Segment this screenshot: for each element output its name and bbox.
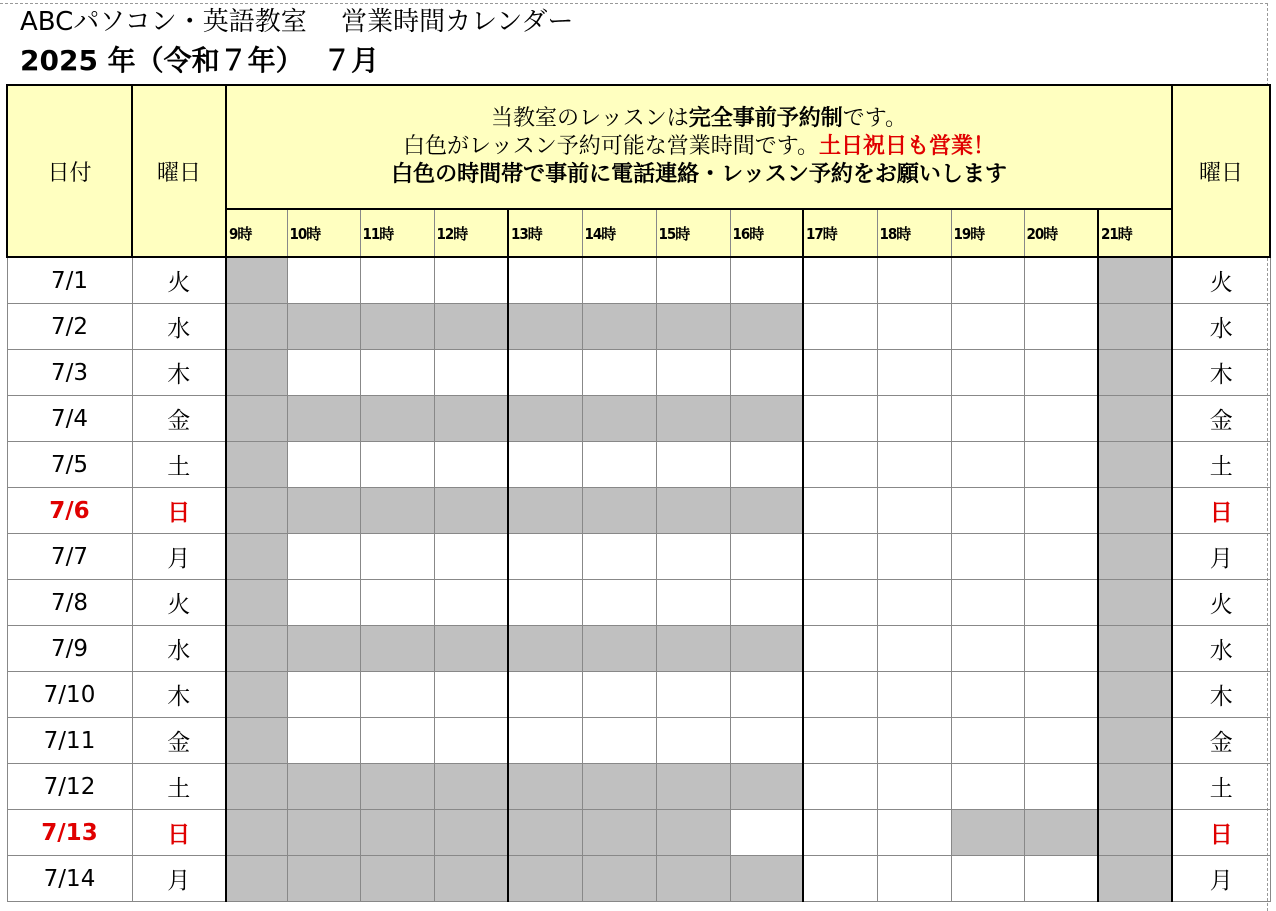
closed-slot: [1098, 856, 1172, 902]
closed-slot: [1098, 304, 1172, 350]
open-slot: [877, 350, 951, 396]
open-slot: [803, 672, 877, 718]
open-slot: [803, 304, 877, 350]
closed-slot: [434, 856, 508, 902]
weekday-cell-right: 土: [1172, 442, 1270, 488]
hour-header: 12時: [434, 209, 508, 257]
open-slot: [951, 257, 1024, 304]
open-slot: [434, 672, 508, 718]
open-slot: [730, 810, 803, 856]
open-slot: [803, 764, 877, 810]
open-slot: [360, 580, 434, 626]
closed-slot: [434, 810, 508, 856]
closed-slot: [508, 764, 582, 810]
weekday-cell: 木: [132, 350, 226, 396]
closed-slot: [226, 396, 287, 442]
weekday-cell-right: 水: [1172, 304, 1270, 350]
open-slot: [360, 257, 434, 304]
open-slot: [434, 442, 508, 488]
closed-slot: [730, 626, 803, 672]
closed-slot: [656, 856, 730, 902]
closed-slot: [360, 810, 434, 856]
open-slot: [877, 534, 951, 580]
closed-slot: [730, 764, 803, 810]
closed-slot: [1098, 672, 1172, 718]
open-slot: [656, 718, 730, 764]
closed-slot: [434, 626, 508, 672]
open-slot: [287, 257, 360, 304]
open-slot: [730, 580, 803, 626]
closed-slot: [1098, 626, 1172, 672]
open-slot: [582, 257, 656, 304]
page-border-top: [0, 3, 1268, 4]
open-slot: [1024, 396, 1098, 442]
weekday-cell-right: 火: [1172, 257, 1270, 304]
open-slot: [877, 488, 951, 534]
open-slot: [951, 718, 1024, 764]
closed-slot: [1098, 534, 1172, 580]
open-slot: [434, 534, 508, 580]
weekday-cell-right: 金: [1172, 718, 1270, 764]
open-slot: [508, 257, 582, 304]
weekday-cell-right: 火: [1172, 580, 1270, 626]
closed-slot: [730, 488, 803, 534]
weekday-cell: 土: [132, 442, 226, 488]
closed-slot: [434, 396, 508, 442]
open-slot: [1024, 626, 1098, 672]
closed-slot: [287, 764, 360, 810]
open-slot: [1024, 350, 1098, 396]
closed-slot: [226, 488, 287, 534]
open-slot: [877, 257, 951, 304]
open-slot: [1024, 488, 1098, 534]
open-slot: [803, 856, 877, 902]
weekday-cell-right: 木: [1172, 672, 1270, 718]
open-slot: [803, 718, 877, 764]
open-slot: [951, 672, 1024, 718]
weekday-cell: 金: [132, 396, 226, 442]
closed-slot: [226, 764, 287, 810]
date-cell: 7/7: [7, 534, 132, 580]
closed-slot: [951, 810, 1024, 856]
closed-slot: [508, 488, 582, 534]
weekday-cell: 火: [132, 580, 226, 626]
closed-slot: [226, 350, 287, 396]
open-slot: [287, 672, 360, 718]
closed-slot: [508, 810, 582, 856]
hour-header: 17時: [803, 209, 877, 257]
closed-slot: [287, 856, 360, 902]
closed-slot: [287, 626, 360, 672]
hour-header: 20時: [1024, 209, 1098, 257]
closed-slot: [582, 304, 656, 350]
open-slot: [877, 304, 951, 350]
weekday-cell: 金: [132, 718, 226, 764]
date-cell: 7/3: [7, 350, 132, 396]
open-slot: [656, 350, 730, 396]
open-slot: [730, 718, 803, 764]
calendar-row: [7, 350, 1270, 396]
closed-slot: [226, 626, 287, 672]
closed-slot: [1098, 350, 1172, 396]
open-slot: [1024, 257, 1098, 304]
open-slot: [582, 672, 656, 718]
open-slot: [951, 626, 1024, 672]
open-slot: [1024, 442, 1098, 488]
open-slot: [877, 718, 951, 764]
open-slot: [877, 856, 951, 902]
open-slot: [803, 442, 877, 488]
open-slot: [730, 257, 803, 304]
closed-slot: [1098, 810, 1172, 856]
closed-slot: [508, 304, 582, 350]
open-slot: [287, 580, 360, 626]
closed-slot: [226, 580, 287, 626]
open-slot: [951, 442, 1024, 488]
open-slot: [951, 304, 1024, 350]
weekday-cell-right: 日: [1172, 488, 1270, 534]
open-slot: [1024, 764, 1098, 810]
calendar-row: [7, 856, 1270, 902]
notice-line-2: 白色がレッスン予約可能な営業時間です。土日祝日も営業！: [402, 134, 996, 159]
closed-slot: [360, 626, 434, 672]
open-slot: [360, 442, 434, 488]
open-slot: [360, 672, 434, 718]
open-slot: [656, 580, 730, 626]
open-slot: [360, 350, 434, 396]
weekday-cell: 木: [132, 672, 226, 718]
closed-slot: [226, 534, 287, 580]
closed-slot: [226, 304, 287, 350]
open-slot: [803, 626, 877, 672]
open-slot: [1024, 672, 1098, 718]
calendar-row: [7, 580, 1270, 626]
notice-line-1: 当教室のレッスンは完全事前予約制です。: [490, 106, 908, 131]
open-slot: [508, 534, 582, 580]
open-slot: [656, 442, 730, 488]
open-slot: [656, 534, 730, 580]
open-slot: [508, 442, 582, 488]
hour-header: 13時: [508, 209, 582, 257]
open-slot: [582, 580, 656, 626]
closed-slot: [1098, 442, 1172, 488]
calendar-row: [7, 718, 1270, 764]
open-slot: [730, 534, 803, 580]
open-slot: [730, 350, 803, 396]
closed-slot: [582, 764, 656, 810]
calendar-row: [7, 810, 1270, 856]
hour-header: 18時: [877, 209, 951, 257]
closed-slot: [508, 626, 582, 672]
open-slot: [803, 488, 877, 534]
closed-slot: [287, 304, 360, 350]
date-cell: 7/10: [7, 672, 132, 718]
closed-slot: [226, 672, 287, 718]
closed-slot: [434, 304, 508, 350]
closed-slot: [287, 810, 360, 856]
date-cell: 7/8: [7, 580, 132, 626]
open-slot: [951, 856, 1024, 902]
date-cell: 7/6: [7, 488, 132, 534]
closed-slot: [434, 764, 508, 810]
open-slot: [877, 672, 951, 718]
weekday-cell-right: 月: [1172, 856, 1270, 902]
open-slot: [730, 672, 803, 718]
weekday-cell-right: 日: [1172, 810, 1270, 856]
hour-header: 19時: [951, 209, 1024, 257]
calendar-row: [7, 626, 1270, 672]
open-slot: [656, 257, 730, 304]
closed-slot: [582, 856, 656, 902]
open-slot: [434, 350, 508, 396]
weekday-cell-right: 金: [1172, 396, 1270, 442]
open-slot: [1024, 856, 1098, 902]
weekday-cell: 水: [132, 304, 226, 350]
open-slot: [1024, 580, 1098, 626]
open-slot: [582, 534, 656, 580]
calendar-row: [7, 304, 1270, 350]
date-cell: 7/4: [7, 396, 132, 442]
weekday-cell: 日: [132, 810, 226, 856]
calendar-row: [7, 396, 1270, 442]
open-slot: [803, 350, 877, 396]
open-slot: [951, 350, 1024, 396]
calendar-title: ABCパソコン・英語教室 営業時間カレンダー: [20, 7, 574, 37]
open-slot: [508, 580, 582, 626]
open-slot: [508, 718, 582, 764]
open-slot: [877, 764, 951, 810]
hour-header: 14時: [582, 209, 656, 257]
date-cell: 7/2: [7, 304, 132, 350]
date-cell: 7/11: [7, 718, 132, 764]
open-slot: [582, 442, 656, 488]
open-slot: [287, 442, 360, 488]
open-slot: [287, 718, 360, 764]
hour-header: 15時: [656, 209, 730, 257]
weekday-cell-right: 木: [1172, 350, 1270, 396]
closed-slot: [656, 626, 730, 672]
open-slot: [803, 396, 877, 442]
open-slot: [877, 580, 951, 626]
closed-slot: [582, 396, 656, 442]
closed-slot: [1098, 396, 1172, 442]
weekday-cell-right: 月: [1172, 534, 1270, 580]
notice-line-3: 白色の時間帯で事前に電話連絡・レッスン予約をお願いします: [391, 162, 1007, 187]
closed-slot: [360, 764, 434, 810]
open-slot: [951, 396, 1024, 442]
closed-slot: [1098, 488, 1172, 534]
closed-slot: [1098, 764, 1172, 810]
calendar-row: [7, 534, 1270, 580]
hour-header: 9時: [226, 209, 287, 257]
reservation-notice: [226, 85, 1172, 209]
weekday-cell: 日: [132, 488, 226, 534]
closed-slot: [287, 488, 360, 534]
closed-slot: [226, 810, 287, 856]
header-weekday-right: 曜日: [1172, 85, 1270, 257]
open-slot: [360, 534, 434, 580]
weekday-cell-right: 土: [1172, 764, 1270, 810]
calendar-row: [7, 764, 1270, 810]
open-slot: [287, 350, 360, 396]
open-slot: [877, 442, 951, 488]
open-slot: [803, 257, 877, 304]
date-cell: 7/14: [7, 856, 132, 902]
closed-slot: [730, 396, 803, 442]
open-slot: [951, 534, 1024, 580]
open-slot: [582, 350, 656, 396]
closed-slot: [226, 257, 287, 304]
closed-slot: [582, 488, 656, 534]
closed-slot: [226, 442, 287, 488]
weekday-cell: 土: [132, 764, 226, 810]
hour-header: 10時: [287, 209, 360, 257]
date-cell: 7/9: [7, 626, 132, 672]
closed-slot: [656, 304, 730, 350]
hour-header: 21時: [1098, 209, 1172, 257]
open-slot: [877, 810, 951, 856]
closed-slot: [656, 396, 730, 442]
open-slot: [1024, 718, 1098, 764]
closed-slot: [1098, 580, 1172, 626]
date-cell: 7/1: [7, 257, 132, 304]
open-slot: [951, 764, 1024, 810]
open-slot: [287, 534, 360, 580]
weekday-cell: 月: [132, 856, 226, 902]
closed-slot: [360, 304, 434, 350]
calendar-row: [7, 672, 1270, 718]
open-slot: [803, 810, 877, 856]
closed-slot: [1098, 718, 1172, 764]
closed-slot: [226, 856, 287, 902]
closed-slot: [508, 396, 582, 442]
closed-slot: [730, 856, 803, 902]
hour-header: 11時: [360, 209, 434, 257]
open-slot: [1024, 534, 1098, 580]
date-cell: 7/13: [7, 810, 132, 856]
open-slot: [434, 718, 508, 764]
closed-slot: [730, 304, 803, 350]
open-slot: [877, 626, 951, 672]
closed-slot: [1098, 257, 1172, 304]
weekday-cell: 火: [132, 257, 226, 304]
closed-slot: [508, 856, 582, 902]
calendar-row: [7, 442, 1270, 488]
open-slot: [434, 257, 508, 304]
hour-header: 16時: [730, 209, 803, 257]
closed-slot: [360, 856, 434, 902]
header-date: 日付: [7, 85, 132, 257]
closed-slot: [582, 626, 656, 672]
closed-slot: [582, 810, 656, 856]
open-slot: [803, 534, 877, 580]
closed-slot: [656, 810, 730, 856]
closed-slot: [287, 396, 360, 442]
header-weekday: 曜日: [132, 85, 226, 257]
open-slot: [1024, 304, 1098, 350]
closed-slot: [1024, 810, 1098, 856]
open-slot: [508, 672, 582, 718]
open-slot: [730, 442, 803, 488]
closed-slot: [360, 488, 434, 534]
weekday-cell: 月: [132, 534, 226, 580]
open-slot: [951, 488, 1024, 534]
open-slot: [434, 580, 508, 626]
weekday-cell: 水: [132, 626, 226, 672]
weekday-cell-right: 水: [1172, 626, 1270, 672]
open-slot: [656, 672, 730, 718]
calendar-row: [7, 257, 1270, 304]
calendar-month: 2025 年（令和７年） ７月: [20, 44, 380, 77]
open-slot: [582, 718, 656, 764]
closed-slot: [360, 396, 434, 442]
open-slot: [877, 396, 951, 442]
calendar-row: [7, 488, 1270, 534]
open-slot: [803, 580, 877, 626]
date-cell: 7/12: [7, 764, 132, 810]
closed-slot: [226, 718, 287, 764]
closed-slot: [656, 764, 730, 810]
open-slot: [951, 580, 1024, 626]
business-hours-table: [6, 84, 1271, 902]
open-slot: [360, 718, 434, 764]
date-cell: 7/5: [7, 442, 132, 488]
closed-slot: [434, 488, 508, 534]
closed-slot: [656, 488, 730, 534]
open-slot: [508, 350, 582, 396]
